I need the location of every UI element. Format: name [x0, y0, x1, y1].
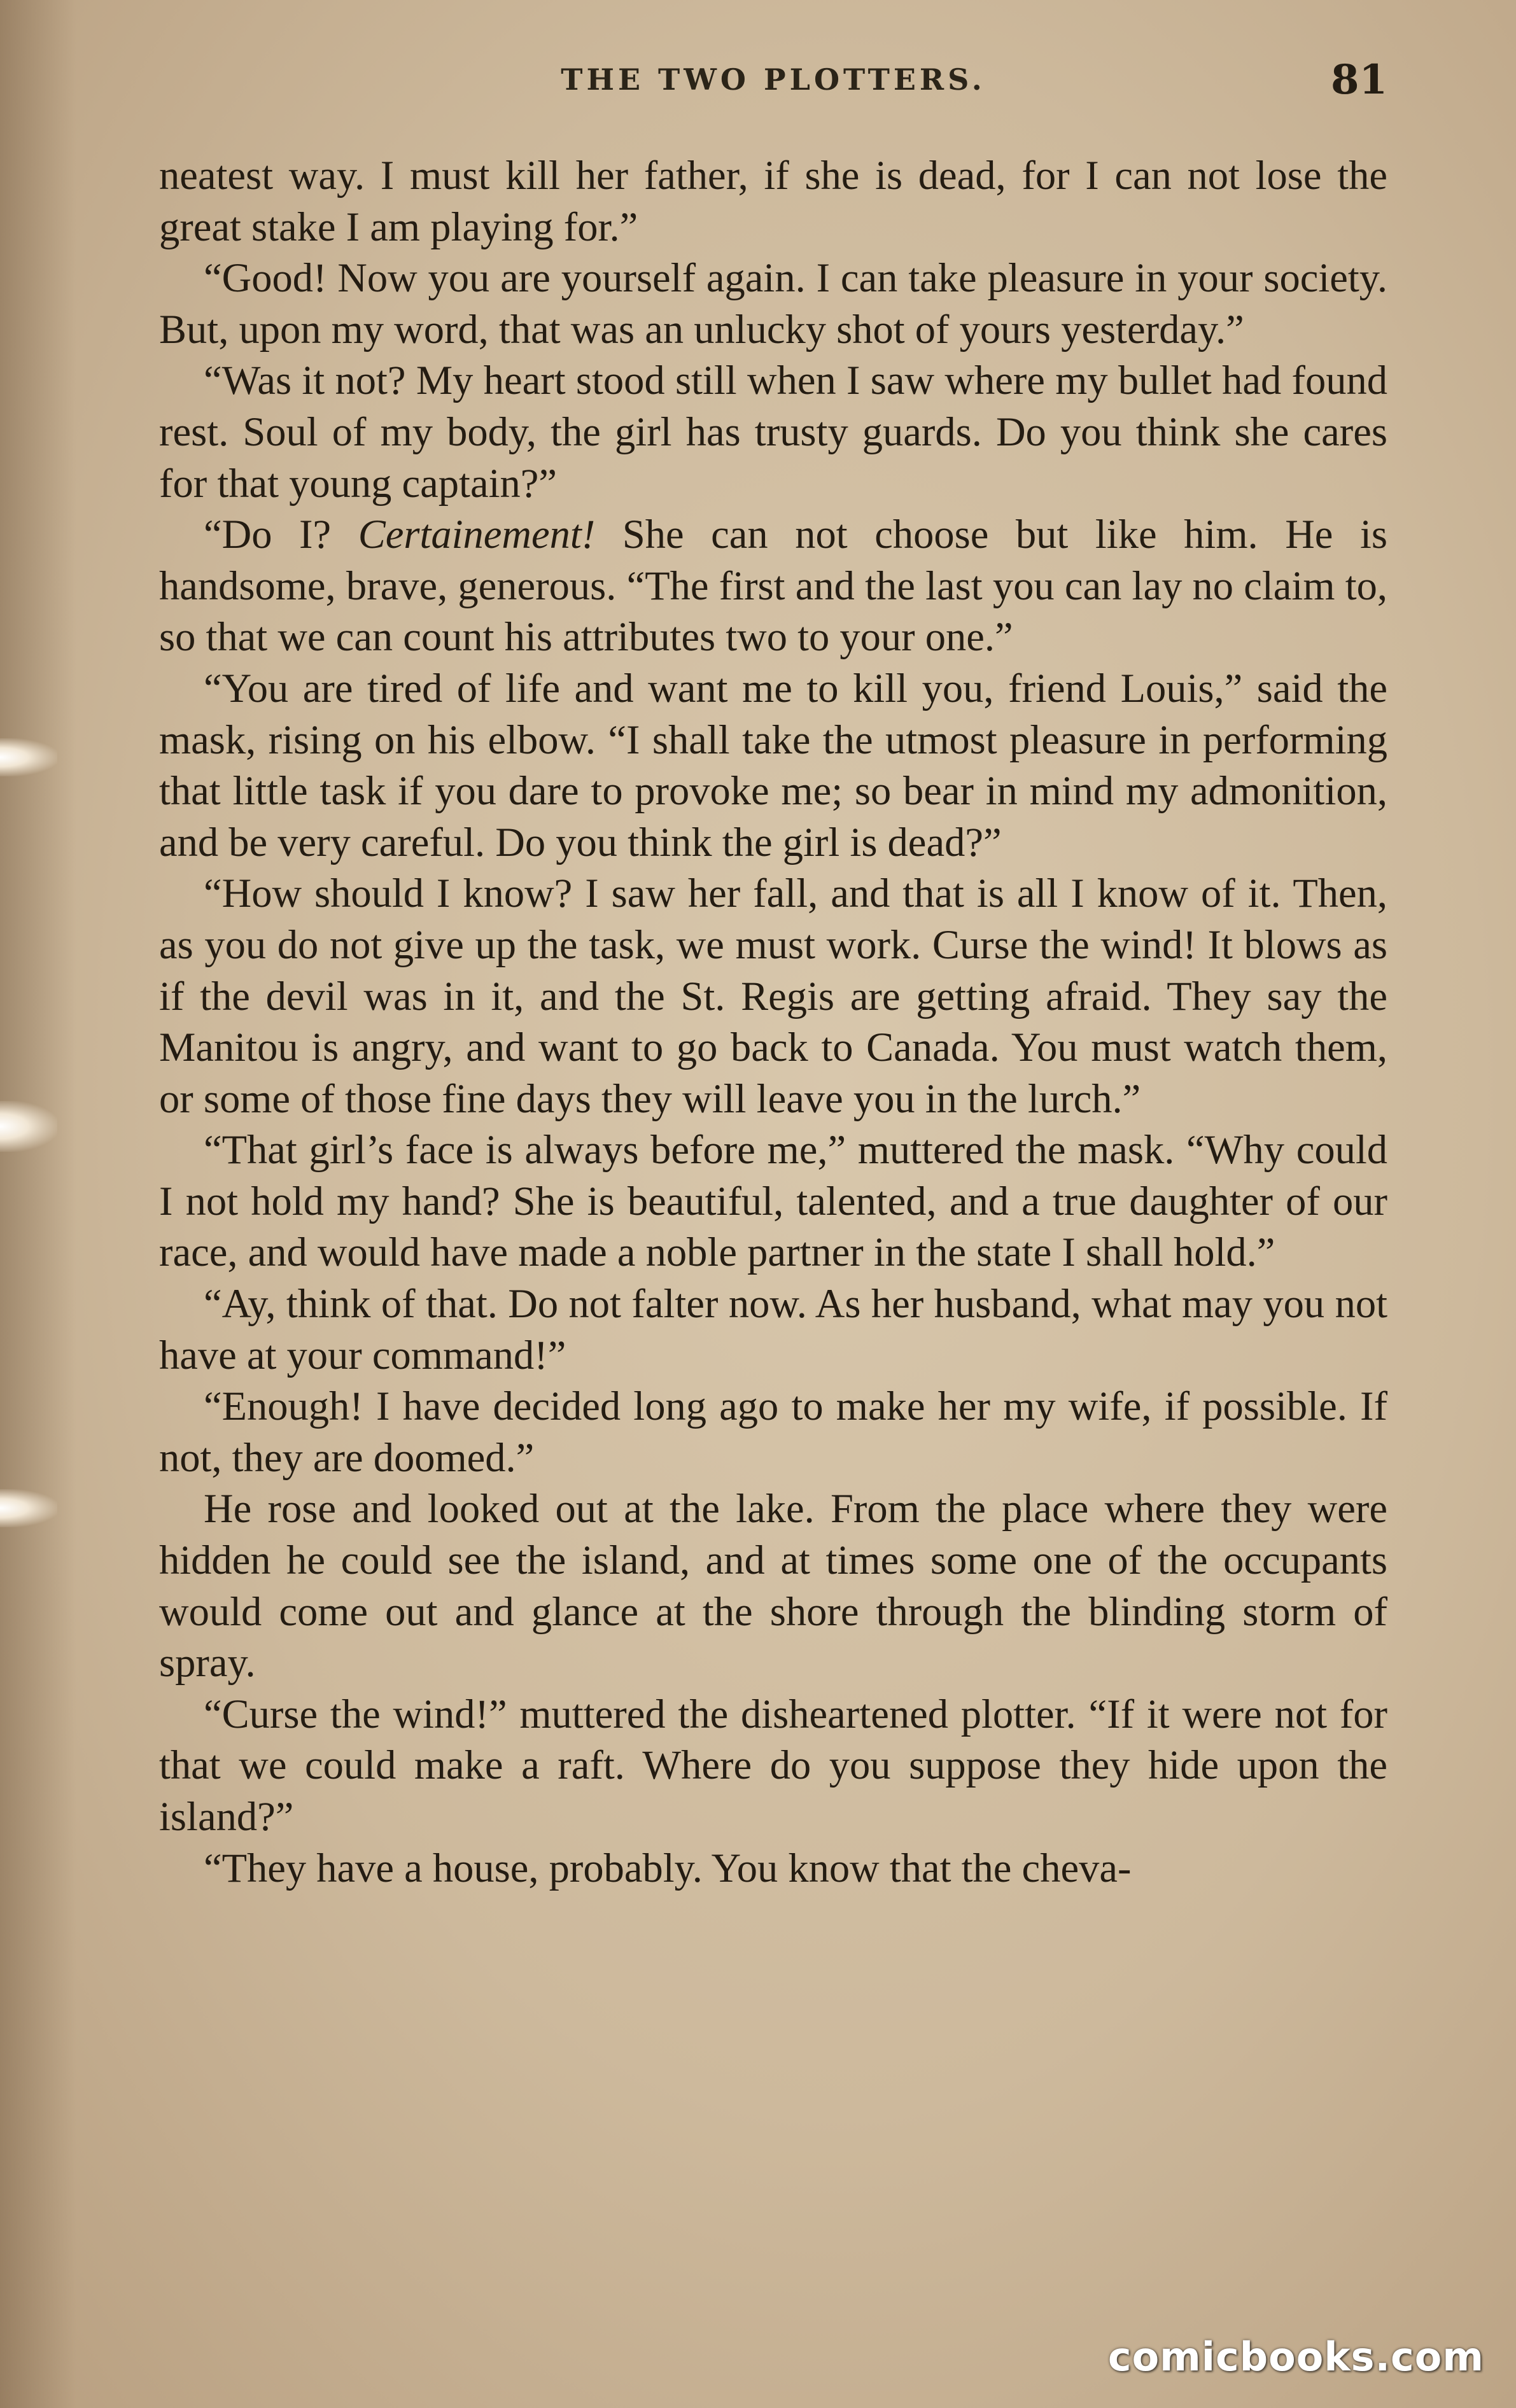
running-head: [159, 56, 1387, 113]
paragraph-text: “The first and the last you can lay no claim to, so that we can count his attributes two to your one.”: [159, 563, 1387, 660]
paragraph: “Was it not? My heart stood still when I saw where my bullet had found rest. Soul of my body, the girl has trusty guards. Do you think she cares for that young captain?”: [159, 358, 1387, 506]
paragraph: neatest way. I must kill her father, if she is dead, for I can not lose the great stake I am playing for.”: [159, 153, 1387, 249]
binding-notch: [0, 738, 57, 776]
paragraph: “You are tired of life and want me to kill you, friend Louis,” said the mask, rising on his elbow. “I shall take the utmost pleasure in performing that little task if you dare to provoke me; so bear in mind my admonition, and be very careful. Do you think the girl is dead?”: [159, 665, 1387, 865]
italic-phrase: Certainement!: [358, 512, 596, 557]
running-title: THE TWO PLOTTERS.: [561, 62, 986, 97]
paragraph: “Curse the wind!” muttered the disheartened plotter. “If it were not for that we could make a raft. Where do you suppose they hide upon the island?”: [159, 1691, 1387, 1839]
paragraph: “Good! Now you are yourself again. I can take pleasure in your society. But, upon my word, that was an unlucky shot of yours yesterday.”: [159, 255, 1387, 352]
watermark: comicbooks.com: [1107, 2334, 1484, 2380]
binding-notch: [0, 1101, 57, 1152]
paragraph: He rose and looked out at the lake. From the place where they were hidden he could see the island, and at times some one of the occupants would come out and glance at the shore through the blinding storm of spray.: [159, 1486, 1387, 1686]
paragraph-text: “Do I?: [204, 512, 358, 557]
binding-shadow: [0, 0, 76, 2408]
paragraph: “That girl’s face is always before me,” muttered the mask. “Why could I not hold my hand? She is beautiful, talented, and a true daughter of our race, and would have made a noble partner in the state I shall hold.”: [159, 1127, 1387, 1275]
binding-notch: [0, 1489, 57, 1527]
paragraph: “They have a house, probably. You know that the cheva-: [204, 1845, 1132, 1891]
paragraph: “Ay, think of that. Do not falter now. As her husband, what may you not have at your command!”: [159, 1281, 1387, 1378]
paragraph: “How should I know? I saw her fall, and that is all I know of it. Then, as you do not give up the task, we must work. Curse the wind! It blows as if the devil was in it, and the St. Regis are getting afraid. They say the Manitou is angry, and want to go back to Canada. You must watch them, or some of those fine days they will leave you in the lurch.”: [159, 871, 1387, 1121]
body-text: [159, 150, 1387, 1894]
page-number: 81: [1330, 56, 1387, 104]
paragraph: “Enough! I have decided long ago to make her my wife, if possible. If not, they are doomed.”: [159, 1383, 1387, 1480]
paragraph: [159, 509, 1387, 663]
paragraph-text: She can not choose but like him. He is handsome, brave, generous.: [159, 512, 1387, 608]
